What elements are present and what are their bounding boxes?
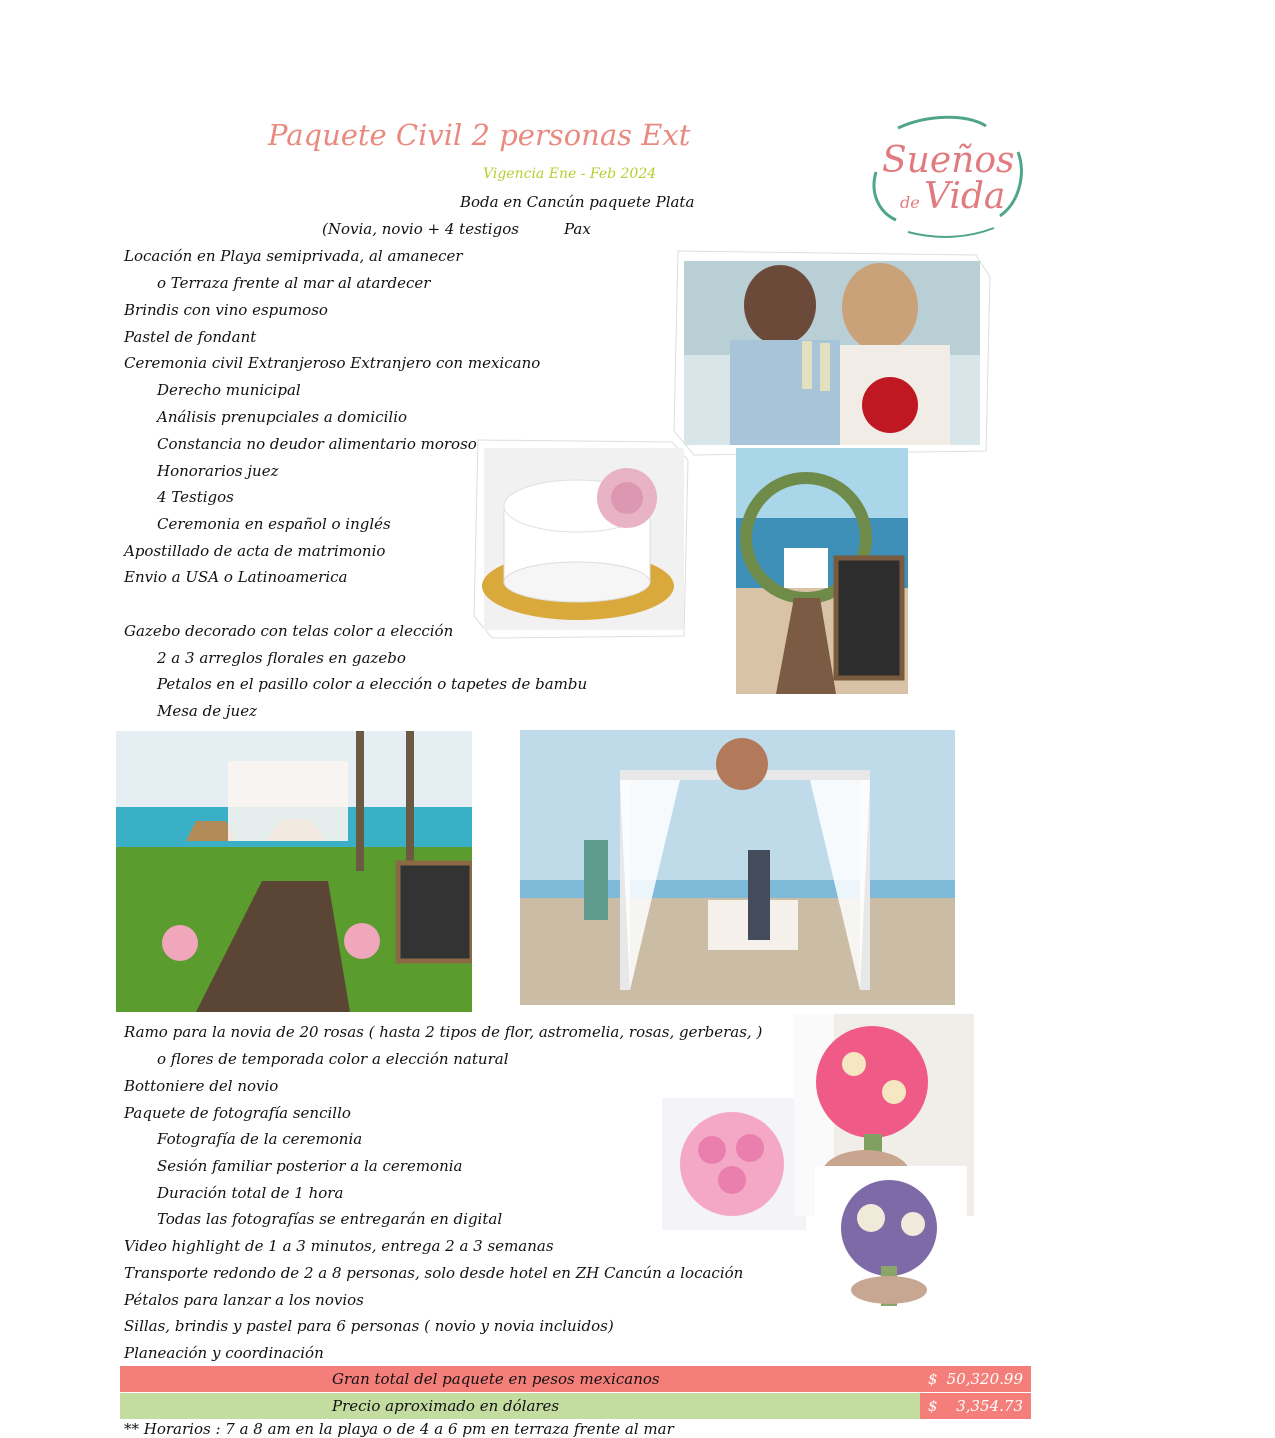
list-item: Sesión familiar posterior a la ceremonia [157, 1157, 463, 1175]
list-item: Video highlight de 1 a 3 minutos, entrega 2 a 3 semanas [124, 1237, 554, 1255]
cake-photo [472, 436, 694, 642]
list-item: Mesa de juez [157, 702, 257, 720]
list-item: Brindis con vino espumoso [124, 301, 328, 319]
list-item: Honorarios juez [157, 462, 279, 480]
list-item: 2 a 3 arreglos florales en gazebo [157, 649, 406, 667]
pax-text: Pax [564, 220, 591, 238]
list-item: Paquete de fotografía sencillo [124, 1104, 351, 1122]
list-item: Constancia no deudor alimentario moroso [157, 435, 477, 453]
couple-toast-photo [670, 245, 996, 459]
pink-bouquet-photo [662, 1098, 806, 1230]
list-item: Planeación y coordinación [124, 1344, 324, 1362]
purple-bouquet-photo [815, 1166, 967, 1318]
total-usd-amount: 3,354.73 [956, 1397, 1023, 1415]
list-item: Sillas, brindis y pastel para 6 personas ( novio y novia incluidos) [124, 1317, 614, 1335]
arch-beach-photo [736, 448, 908, 694]
list-item: Pastel de fondant [124, 328, 257, 346]
package-subtitle: Boda en Cancún paquete Plata [460, 193, 695, 211]
list-item: Gazebo decorado con telas color a elección [124, 622, 454, 640]
list-item: Apostillado de acta de matrimonio [124, 542, 386, 560]
guests-text: (Novia, novio + 4 testigos [322, 220, 519, 238]
list-item: Envio a USA o Latinoamerica [124, 568, 348, 586]
svg-text:de: de [900, 193, 920, 212]
list-item: Fotografía de la ceremonia [157, 1130, 363, 1148]
list-item: Locación en Playa semiprivada, al amanecer [124, 247, 463, 265]
list-item: Petalos en el pasillo color a elección o tapetes de bambu [157, 675, 588, 693]
list-item: Derecho municipal [157, 381, 301, 399]
total-mxn-currency: $ [928, 1370, 938, 1388]
total-mxn-label: Gran total del paquete en pesos mexicanos [332, 1370, 660, 1388]
list-item: 4 Testigos [157, 488, 234, 506]
list-item: Todas las fotografías se entregarán en digital [157, 1210, 503, 1228]
beach-ceremony-photo [520, 730, 955, 1005]
svg-text:Vida: Vida [924, 176, 1006, 217]
list-item: Pétalos para lanzar a los novios [124, 1291, 364, 1309]
total-usd-label: Precio aproximado en dólares [332, 1397, 560, 1415]
list-item: Ceremonia civil Extranjeroso Extranjero con mexicano [124, 354, 541, 372]
list-item: Análisis prenupciales a domicilio [157, 408, 408, 426]
validity-text: Vigencia Ene - Feb 2024 [483, 166, 657, 182]
package-title: Paquete Civil 2 personas Ext [268, 118, 691, 152]
total-usd-row [120, 1393, 1031, 1419]
total-usd-currency: $ [928, 1397, 938, 1415]
list-item: Duración total de 1 hora [157, 1184, 344, 1202]
list-item: Ceremonia en español o inglés [157, 515, 391, 533]
footnote: ** Horarios : 7 a 8 am en la playa o de 4 a 6 pm en terraza frente al mar [124, 1420, 674, 1438]
list-item: o flores de temporada color a elección natural [157, 1050, 509, 1068]
list-item: Ramo para la novia de 20 rosas ( hasta 2 tipos de flor, astromelia, rosas, gerberas, ) [124, 1023, 763, 1041]
total-mxn-row [120, 1366, 1031, 1392]
list-item: o Terraza frente al mar al atardecer [157, 274, 431, 292]
list-item: Transporte redondo de 2 a 8 personas, solo desde hotel en ZH Cancún a locación [124, 1264, 744, 1282]
svg-text:Sueños: Sueños [882, 140, 1015, 181]
brand-logo [868, 112, 1028, 240]
total-mxn-amount: 50,320.99 [946, 1370, 1023, 1388]
list-item: Bottoniere del novio [124, 1077, 279, 1095]
garden-gazebo-photo [116, 731, 472, 1012]
